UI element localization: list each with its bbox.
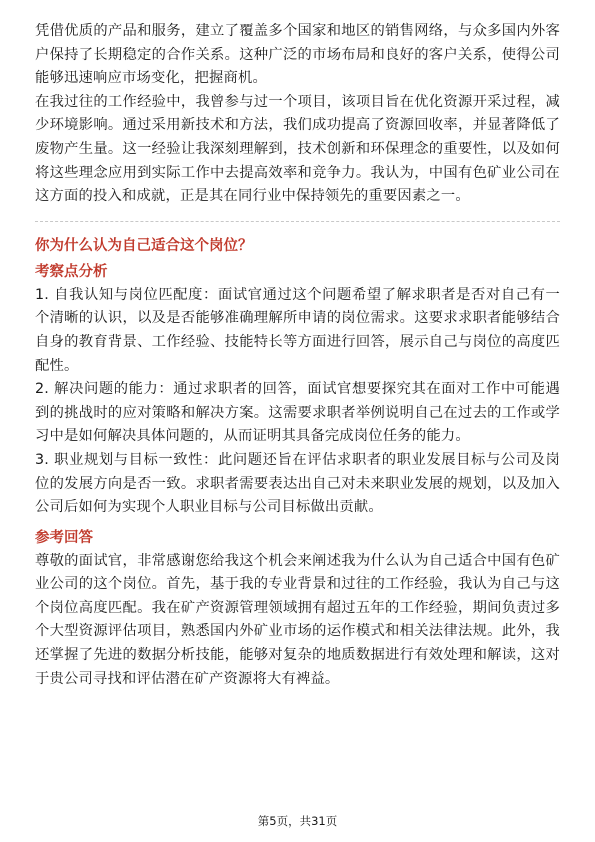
analysis-item-1: 1. 自我认知与岗位匹配度：面试官通过这个问题希望了解求职者是否对自己有一个清晰的认识，以及是否能够准确理解所申请的岗位需求。这要求求职者能够结合自身的教育背景、工作经验、技能特长等方面进行回答，展示自己与岗位的高度匹配性。 xyxy=(35,286,560,374)
document-page xyxy=(35,20,560,691)
reference-heading: 参考回答 xyxy=(35,529,93,546)
question-heading: 你为什么认为自己适合这个岗位？ xyxy=(35,237,253,254)
page-number: 第5页，共31页 xyxy=(257,814,338,828)
analysis-heading: 考察点分析 xyxy=(35,263,108,280)
intro-paragraph-2: 在我过往的工作经验中，我曾参与过一个项目，该项目旨在优化资源开采过程，减少环境影响。通过采用新技术和方法，我们成功提高了资源回收率，并显著降低了废物产生量。这一经验让我深刻理解到，技术创新和环保理念的重要性，以及如何将这些理念应用到实际工作中去提高效率和竞争力。我认为，中国有色矿业公司在这方面的投入和成就，正是其在同行业中保持领先的重要因素之一。 xyxy=(35,93,560,205)
analysis-item-3: 3. 职业规划与目标一致性：此问题还旨在评估求职者的职业发展目标与公司及岗位的发展方向是否一致。求职者需要表达出自己对未来职业发展的规划，以及加入公司后如何为实现个人职业目标与公司目标做出贡献。 xyxy=(35,451,560,516)
analysis-item-2: 2. 解决问题的能力：通过求职者的回答，面试官想要探究其在面对工作中可能遇到的挑战时的应对策略和解决方案。这需要求职者举例说明自己在过去的工作或学习中是如何解决具体问题的，从而证明其具备完成岗位任务的能力。 xyxy=(35,381,560,445)
section-divider xyxy=(35,221,560,222)
reference-paragraph-1: 尊敬的面试官，非常感谢您给我这个机会来阐述我为什么认为自己适合中国有色矿业公司的这个岗位。首先，基于我的专业背景和过往的工作经验，我认为自己与这个岗位高度匹配。我在矿产资源管理领域拥有超过五年的工作经验，期间负责过多个大型资源评估项目，熟悉国内外矿业市场的运作模式和相关法律法规。此外，我还掌握了先进的数据分析技能，能够对复杂的地质数据进行有效处理和解读，这对于贵公司寻找和评估潜在矿产资源将大有裨益。 xyxy=(35,552,560,687)
intro-paragraph-1: 凭借优质的产品和服务，建立了覆盖多个国家和地区的销售网络，与众多国内外客户保持了长期稳定的合作关系。这种广泛的市场布局和良好的客户关系，使得公司能够迅速响应市场变化，把握商机。 xyxy=(35,23,560,87)
